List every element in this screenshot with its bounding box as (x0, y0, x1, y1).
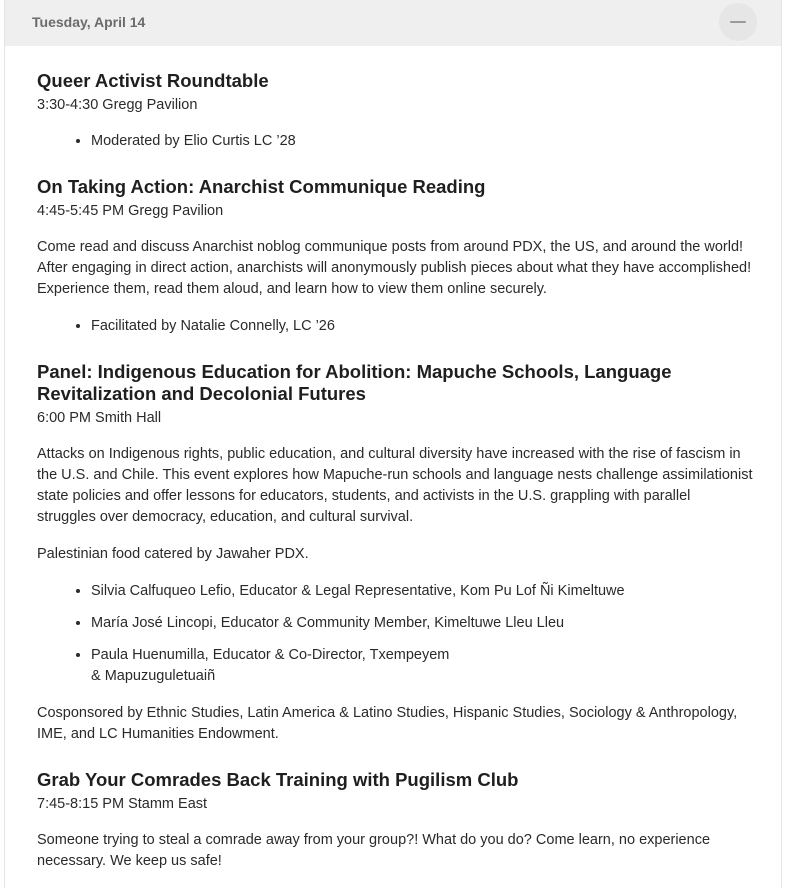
event-pugilism-club-training (37, 769, 753, 872)
event-cosponsors: Cosponsored by Ethnic Studies, Latin America & Latino Studies, Hispanic Studies, Sociology & Anthropology, IME, and LC Humanities Endowment. (37, 705, 738, 742)
event-indigenous-education-panel (37, 361, 753, 745)
list-item: • María José Lincopi, Educator & Community Member, Kimeltuwe Lleu Lleu (91, 613, 753, 634)
day-title: Tuesday, April 14 (32, 14, 146, 30)
event-food-note: Palestinian food catered by Jawaher PDX. (37, 546, 309, 562)
event-title: Panel: Indigenous Education for Abolition: Mapuche Schools, Language Revitalization and Decolonial Futures (37, 361, 672, 404)
day-header[interactable] (5, 0, 781, 46)
list-item: • Moderated by Elio Curtis LC ’28 (91, 131, 753, 152)
event-description: Come read and discuss Anarchist noblog communique posts from around PDX, the US, and around the world! After engaging in direct action, anarchists will anonymously publish pieces about what they have accomplished! Experience them, read them aloud, and learn how to view them online securely. (37, 239, 752, 297)
event-title: Queer Activist Roundtable (37, 70, 269, 91)
list-item: • Paula Huenumilla, Educator & Co-Director, Txempeyem & Mapuzuguletuaiñ (91, 645, 461, 687)
event-time-location: 7:45-8:15 PM Stamm East (37, 796, 208, 812)
event-time-location: 4:45-5:45 PM Gregg Pavilion (37, 203, 224, 219)
collapse-button[interactable] (719, 3, 757, 41)
event-queer-activist-roundtable (37, 70, 753, 152)
day-panel (4, 0, 782, 888)
event-description: Someone trying to steal a comrade away from your group?! What do you do? Come learn, no experience necessary. We keep us safe! (37, 832, 711, 869)
events-list (37, 70, 753, 896)
event-title: On Taking Action: Anarchist Communique Reading (37, 176, 486, 197)
list-item: • Silvia Calfuqueo Lefio, Educator & Legal Representative, Kom Pu Lof Ñi Kimeltuwe (91, 581, 753, 602)
event-bullets (37, 316, 753, 337)
event-bullets (37, 581, 753, 687)
event-description: Attacks on Indigenous rights, public education, and cultural diversity have increased with the rise of fascism in the U.S. and Chile. This event explores how Mapuche-run schools and language nests challenge assimilationist state policies and offer lessons for educators, students, and activists in the U.S. grappling with parallel struggles over democracy, education, and cultural survival. (37, 446, 753, 525)
event-time-location: 6:00 PM Smith Hall (37, 410, 162, 426)
minus-icon (730, 21, 746, 23)
event-bullets (37, 131, 753, 152)
event-time-location: 3:30-4:30 Gregg Pavilion (37, 97, 198, 113)
event-title: Grab Your Comrades Back Training with Pugilism Club (37, 769, 519, 790)
list-item: • Facilitated by Natalie Connelly, LC ’26 (91, 316, 753, 337)
event-anarchist-communique-reading (37, 176, 753, 337)
